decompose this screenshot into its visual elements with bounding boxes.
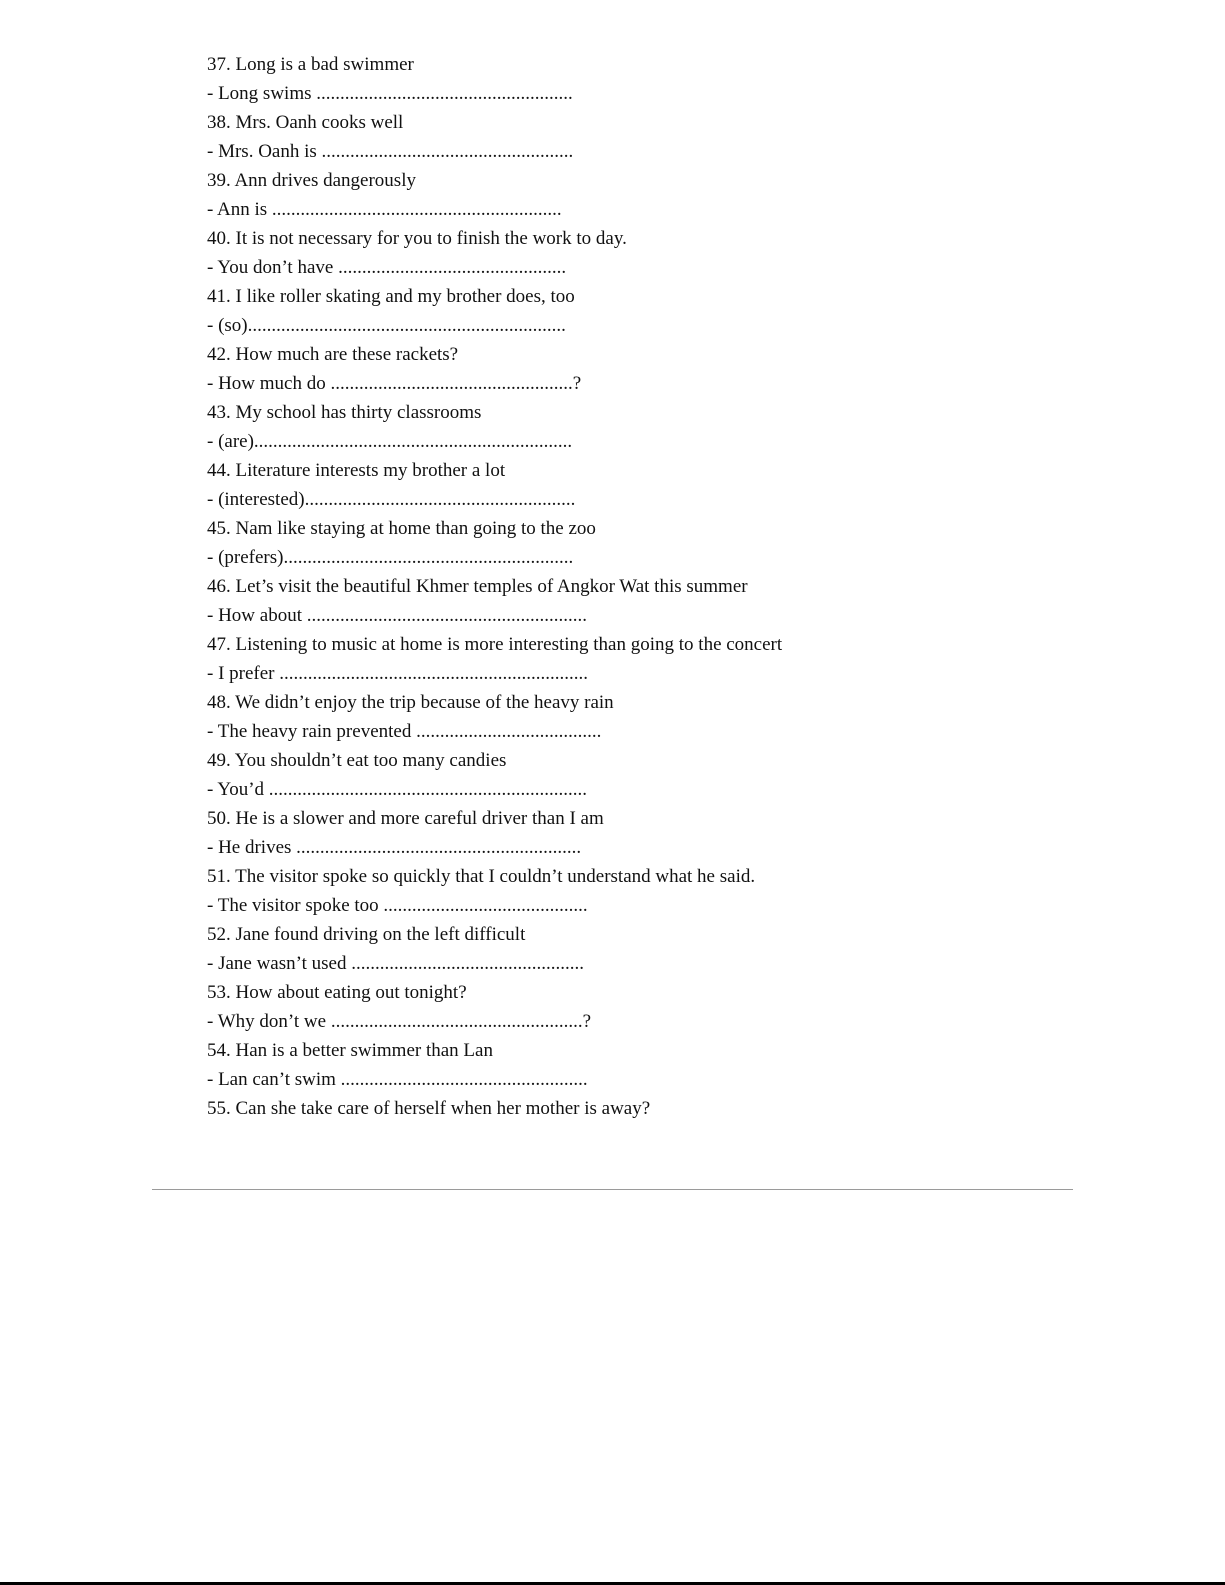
exercise-item xyxy=(207,224,1107,282)
exercise-answer-line: - He drives ............................................................ xyxy=(207,837,582,858)
exercise-answer-line: - The heavy rain prevented ....................................... xyxy=(207,721,602,742)
exercise-answer-line: - Long swims ...................................................... xyxy=(207,83,573,104)
exercise-question: 40. It is not necessary for you to finish the work to day. xyxy=(207,228,627,249)
exercise-item xyxy=(207,1094,1107,1123)
exercise-question: 51. The visitor spoke so quickly that I couldn’t understand what he said. xyxy=(207,866,756,887)
exercise-question: 48. We didn’t enjoy the trip because of the heavy rain xyxy=(207,692,614,713)
exercise-item xyxy=(207,746,1107,804)
exercise-question: 46. Let’s visit the beautiful Khmer temples of Angkor Wat this summer xyxy=(207,576,748,597)
exercise-answer-line: - You don’t have ................................................ xyxy=(207,257,567,278)
exercise-item xyxy=(207,920,1107,978)
exercise-answer-line: - Why don’t we .....................................................? xyxy=(207,1011,592,1032)
exercise-answer-line: - Jane wasn’t used ................................................. xyxy=(207,953,584,974)
exercise-answer-line: - (interested)......................................................... xyxy=(207,489,576,510)
exercise-question: 55. Can she take care of herself when her mother is away? xyxy=(207,1098,651,1119)
exercise-answer-line: - How much do ...................................................? xyxy=(207,373,582,394)
exercise-answer-line: - (so)................................................................... xyxy=(207,315,566,336)
exercise-answer-line: - How about ........................................................... xyxy=(207,605,587,626)
exercise-item xyxy=(207,572,1107,630)
exercise-answer-line: - (prefers)............................................................. xyxy=(207,547,574,568)
exercise-item xyxy=(207,340,1107,398)
exercise-item xyxy=(207,804,1107,862)
exercise-item xyxy=(207,50,1107,108)
exercise-question: 53. How about eating out tonight? xyxy=(207,982,467,1003)
exercise-answer-line: - Lan can’t swim .................................................... xyxy=(207,1069,588,1090)
exercise-question: 37. Long is a bad swimmer xyxy=(207,54,414,75)
exercise-item xyxy=(207,630,1107,688)
exercise-question: 54. Han is a better swimmer than Lan xyxy=(207,1040,493,1061)
exercise-question: 45. Nam like staying at home than going to the zoo xyxy=(207,518,596,539)
exercise-question: 39. Ann drives dangerously xyxy=(207,170,416,191)
exercise-item xyxy=(207,456,1107,514)
exercise-item xyxy=(207,978,1107,1036)
exercise-question: 38. Mrs. Oanh cooks well xyxy=(207,112,404,133)
exercise-item xyxy=(207,398,1107,456)
exercise-answer-line: - Ann is ............................................................. xyxy=(207,199,562,220)
exercise-question: 42. How much are these rackets? xyxy=(207,344,459,365)
exercise-item xyxy=(207,282,1107,340)
exercise-question: 44. Literature interests my brother a lot xyxy=(207,460,506,481)
exercise-item xyxy=(207,688,1107,746)
exercise-item xyxy=(207,514,1107,572)
exercise-answer-line: - Mrs. Oanh is ..................................................... xyxy=(207,141,574,162)
exercise-answer-line: - (are)................................................................... xyxy=(207,431,573,452)
exercise-answer-line: - The visitor spoke too ........................................... xyxy=(207,895,588,916)
exercise-item xyxy=(207,862,1107,920)
exercise-question: 52. Jane found driving on the left difficult xyxy=(207,924,526,945)
page-divider xyxy=(152,1189,1073,1190)
exercise-answer-line: - I prefer ................................................................. xyxy=(207,663,589,684)
exercise-question: 47. Listening to music at home is more interesting than going to the concert xyxy=(207,634,783,655)
exercise-item xyxy=(207,108,1107,166)
exercise-list xyxy=(207,50,1107,1123)
exercise-item xyxy=(207,166,1107,224)
exercise-answer-line: - You’d ................................................................... xyxy=(207,779,588,800)
exercise-question: 49. You shouldn’t eat too many candies xyxy=(207,750,507,771)
exercise-question: 43. My school has thirty classrooms xyxy=(207,402,482,423)
exercise-question: 50. He is a slower and more careful driver than I am xyxy=(207,808,604,829)
exercise-item xyxy=(207,1036,1107,1094)
exercise-question: 41. I like roller skating and my brother does, too xyxy=(207,286,575,307)
